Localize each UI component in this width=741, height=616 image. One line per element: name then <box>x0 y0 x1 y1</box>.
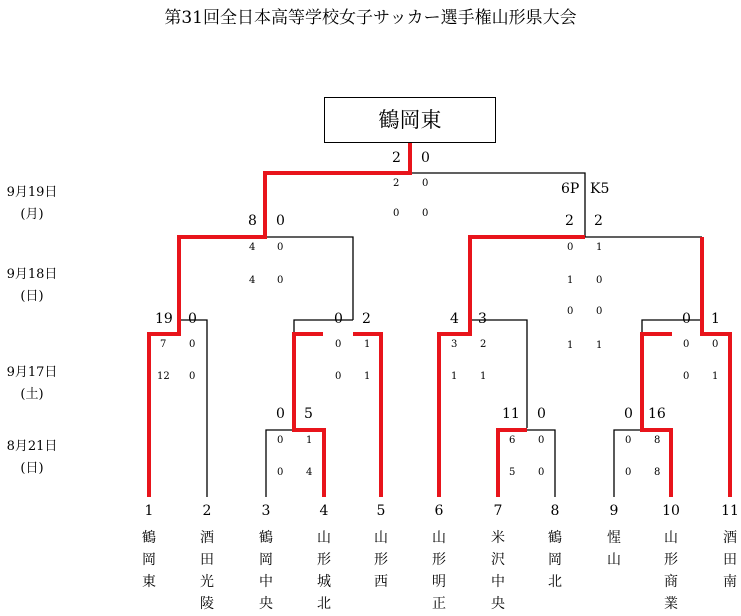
date-label: 9月17日 <box>6 365 58 380</box>
r1-b-h2-right: 0 <box>538 467 545 478</box>
r1-c-h1-right: 8 <box>654 435 661 446</box>
r1-b-score-right: 0 <box>537 406 546 422</box>
qf-a-h2-left: 12 <box>157 371 170 382</box>
final-half2-right: 0 <box>422 208 429 219</box>
qf-c-score-right: 3 <box>478 311 487 327</box>
team-name: 山 形 城 北 <box>317 530 331 612</box>
r1-c-score-right: 16 <box>648 406 666 422</box>
qf-c-h2-right: 1 <box>480 371 487 382</box>
sf-b-h2-right: 0 <box>596 275 603 286</box>
sf-a-score-left: 8 <box>248 213 257 229</box>
team-number: 7 <box>493 503 503 519</box>
date-9-19 <box>0 182 72 226</box>
team-name: 酒 田 光 陵 <box>200 530 214 612</box>
sf-b-et2-right: 1 <box>596 340 603 351</box>
page-title: 第31回全日本高等学校女子サッカー選手権山形県大会 <box>164 8 577 28</box>
team-number: 9 <box>609 503 619 519</box>
qf-c-h2-left: 1 <box>451 371 458 382</box>
r1-b-h1-right: 0 <box>538 435 545 446</box>
winner-path-6 <box>439 237 585 497</box>
qf-a-h1-right: 0 <box>189 339 196 350</box>
qf-b-loser-line <box>294 320 353 334</box>
date-label: 8月21日 <box>6 439 58 454</box>
final-half2-left: 0 <box>393 208 400 219</box>
qf-d-h2-left: 0 <box>683 371 690 382</box>
team-name: 山 形 明 正 <box>432 530 446 612</box>
r1-c-score-left: 0 <box>624 406 633 422</box>
qf-b-h2-right: 1 <box>364 371 371 382</box>
sf-b-pk-left: 6P <box>561 181 580 197</box>
sf-a-score-right: 0 <box>276 213 285 229</box>
qf-a-score-right: 0 <box>188 311 197 327</box>
qf-d-h1-left: 0 <box>683 339 690 350</box>
date-9-17 <box>0 362 72 406</box>
team-name: 山 形 西 <box>374 530 388 590</box>
r1-c-h2-left: 0 <box>625 467 632 478</box>
qf-d-h2-right: 1 <box>712 371 719 382</box>
team-number: 5 <box>376 503 386 519</box>
qf-c-score-left: 4 <box>450 311 459 327</box>
r1-a-h1-right: 1 <box>306 435 313 446</box>
r1-a-h1-left: 0 <box>277 435 284 446</box>
champion-name: 鶴岡東 <box>378 108 442 132</box>
r1-b-score-left: 11 <box>502 406 520 422</box>
qf-b-h1-left: 0 <box>335 339 342 350</box>
r1-a-score-left: 0 <box>276 406 285 422</box>
sf-b-et1-left: 0 <box>567 306 574 317</box>
sf-b-pk-right: K5 <box>590 181 610 197</box>
final-half1-left: 2 <box>393 178 400 189</box>
team-number: 1 <box>144 503 154 519</box>
date-label: 9月18日 <box>6 267 58 282</box>
r1-a-h2-left: 0 <box>277 467 284 478</box>
final-loser-line <box>410 173 585 237</box>
qf-b-score-right: 2 <box>362 311 371 327</box>
sf-a-half1-right: 0 <box>277 242 284 253</box>
sf-a-half2-left: 4 <box>249 275 256 286</box>
qf-b-h2-left: 0 <box>335 371 342 382</box>
qf-b-score-left: 0 <box>334 311 343 327</box>
team-number: 6 <box>434 503 444 519</box>
team-name: 鶴 岡 東 <box>142 530 156 590</box>
qf-d-loser-line <box>642 320 702 334</box>
qf-a-h1-left: 7 <box>160 339 167 350</box>
r1-b-loser-line <box>512 430 555 497</box>
final-score-left: 2 <box>392 150 401 166</box>
final-half1-right: 0 <box>422 178 429 189</box>
r1-c-h2-right: 8 <box>654 467 661 478</box>
final-score-right: 0 <box>421 150 430 166</box>
r1-a-h2-right: 4 <box>306 467 313 478</box>
team-name: 鶴 岡 北 <box>548 530 562 590</box>
team-number: 10 <box>662 503 680 519</box>
qf-a-score-left: 19 <box>155 311 173 327</box>
r1-a-score-right: 5 <box>304 406 313 422</box>
qf-d-h1-right: 0 <box>712 339 719 350</box>
team-name: 惺 山 <box>607 530 621 568</box>
sf-a-half2-right: 0 <box>277 275 284 286</box>
qf-d-score-left: 0 <box>682 311 691 327</box>
day-label: (日) <box>20 461 44 476</box>
date-label: 9月19日 <box>6 185 58 200</box>
team-number: 2 <box>202 503 212 519</box>
team-number: 8 <box>550 503 560 519</box>
winner-path-11 <box>702 237 730 497</box>
sf-b-score-left: 2 <box>565 213 574 229</box>
team-name: 鶴 岡 中 央 <box>259 530 273 612</box>
date-9-18 <box>0 264 72 308</box>
day-label: (日) <box>20 289 44 304</box>
sf-b-et1-right: 0 <box>596 306 603 317</box>
date-8-21 <box>0 436 72 480</box>
qf-b-h1-right: 1 <box>364 339 371 350</box>
team-name: 山 形 商 業 <box>664 530 678 612</box>
r1-c-h1-left: 0 <box>625 435 632 446</box>
sf-a-half1-left: 4 <box>249 242 256 253</box>
sf-b-h1-right: 1 <box>596 242 603 253</box>
team-number: 4 <box>319 503 329 519</box>
team-name: 酒 田 南 <box>723 530 737 590</box>
r1-b-h1-left: 6 <box>509 435 516 446</box>
sf-b-score-right: 2 <box>594 213 603 229</box>
team-number: 11 <box>721 503 739 519</box>
qf-c-h1-right: 2 <box>480 339 487 350</box>
winner-path-5 <box>353 334 381 497</box>
sf-b-h2-left: 1 <box>567 275 574 286</box>
team-name: 米 沢 中 央 <box>491 530 505 612</box>
qf-a-h2-right: 0 <box>189 371 196 382</box>
r1-b-h2-left: 5 <box>509 467 516 478</box>
qf-d-score-right: 1 <box>711 311 720 327</box>
qf-c-h1-left: 3 <box>451 339 458 350</box>
sf-b-et2-left: 1 <box>567 340 574 351</box>
day-label: (土) <box>20 387 44 402</box>
day-label: (月) <box>20 207 44 222</box>
team-number: 3 <box>261 503 271 519</box>
sf-b-h1-left: 0 <box>567 242 574 253</box>
